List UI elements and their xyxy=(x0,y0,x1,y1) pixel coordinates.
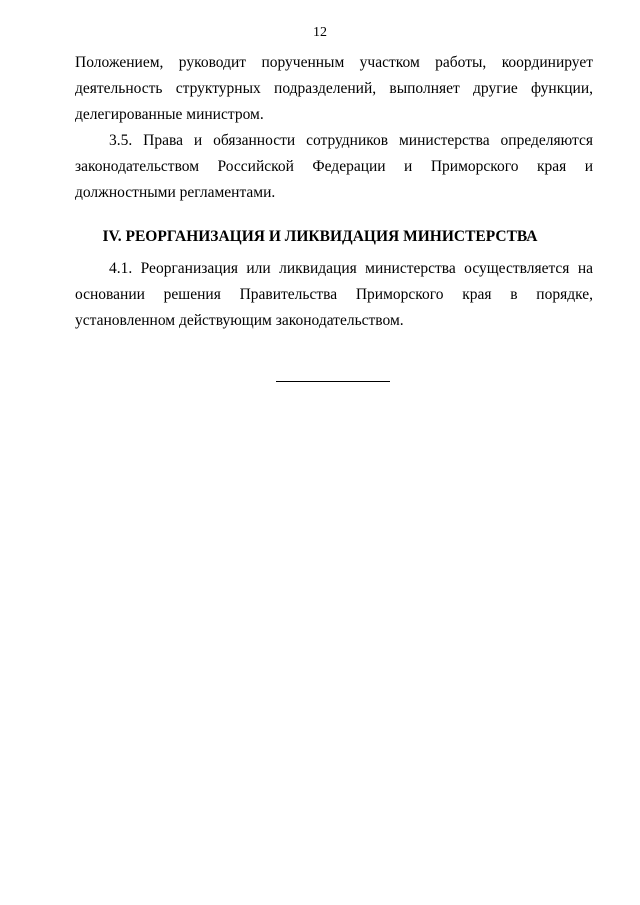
page-number: 12 xyxy=(313,25,327,40)
section-heading: IV. РЕОРГАНИЗАЦИЯ И ЛИКВИДАЦИЯ МИНИСТЕРСТВА xyxy=(102,228,538,245)
text-line: Положением, руководит порученным участком работы, координирует xyxy=(75,54,593,71)
paragraph-4-1 xyxy=(75,256,593,334)
end-separator-line xyxy=(276,381,390,382)
text-line: установленном действующим законодательством. xyxy=(75,312,404,329)
paragraph-3-5 xyxy=(75,128,593,206)
text-line: 4.1. Реорганизация или ликвидация министерства осуществляется на xyxy=(109,260,593,277)
text-line: основании решения Правительства Приморского края в порядке, xyxy=(75,286,593,303)
text-line: деятельность структурных подразделений, выполняет другие функции, xyxy=(75,80,593,97)
text-line: должностными регламентами. xyxy=(75,184,276,201)
text-line: 3.5. Права и обязанности сотрудников министерства определяются xyxy=(109,132,593,149)
text-line: делегированные министром. xyxy=(75,106,264,123)
text-line: законодательством Российской Федерации и Приморского края и xyxy=(75,158,593,175)
paragraph-continuation xyxy=(75,50,593,128)
